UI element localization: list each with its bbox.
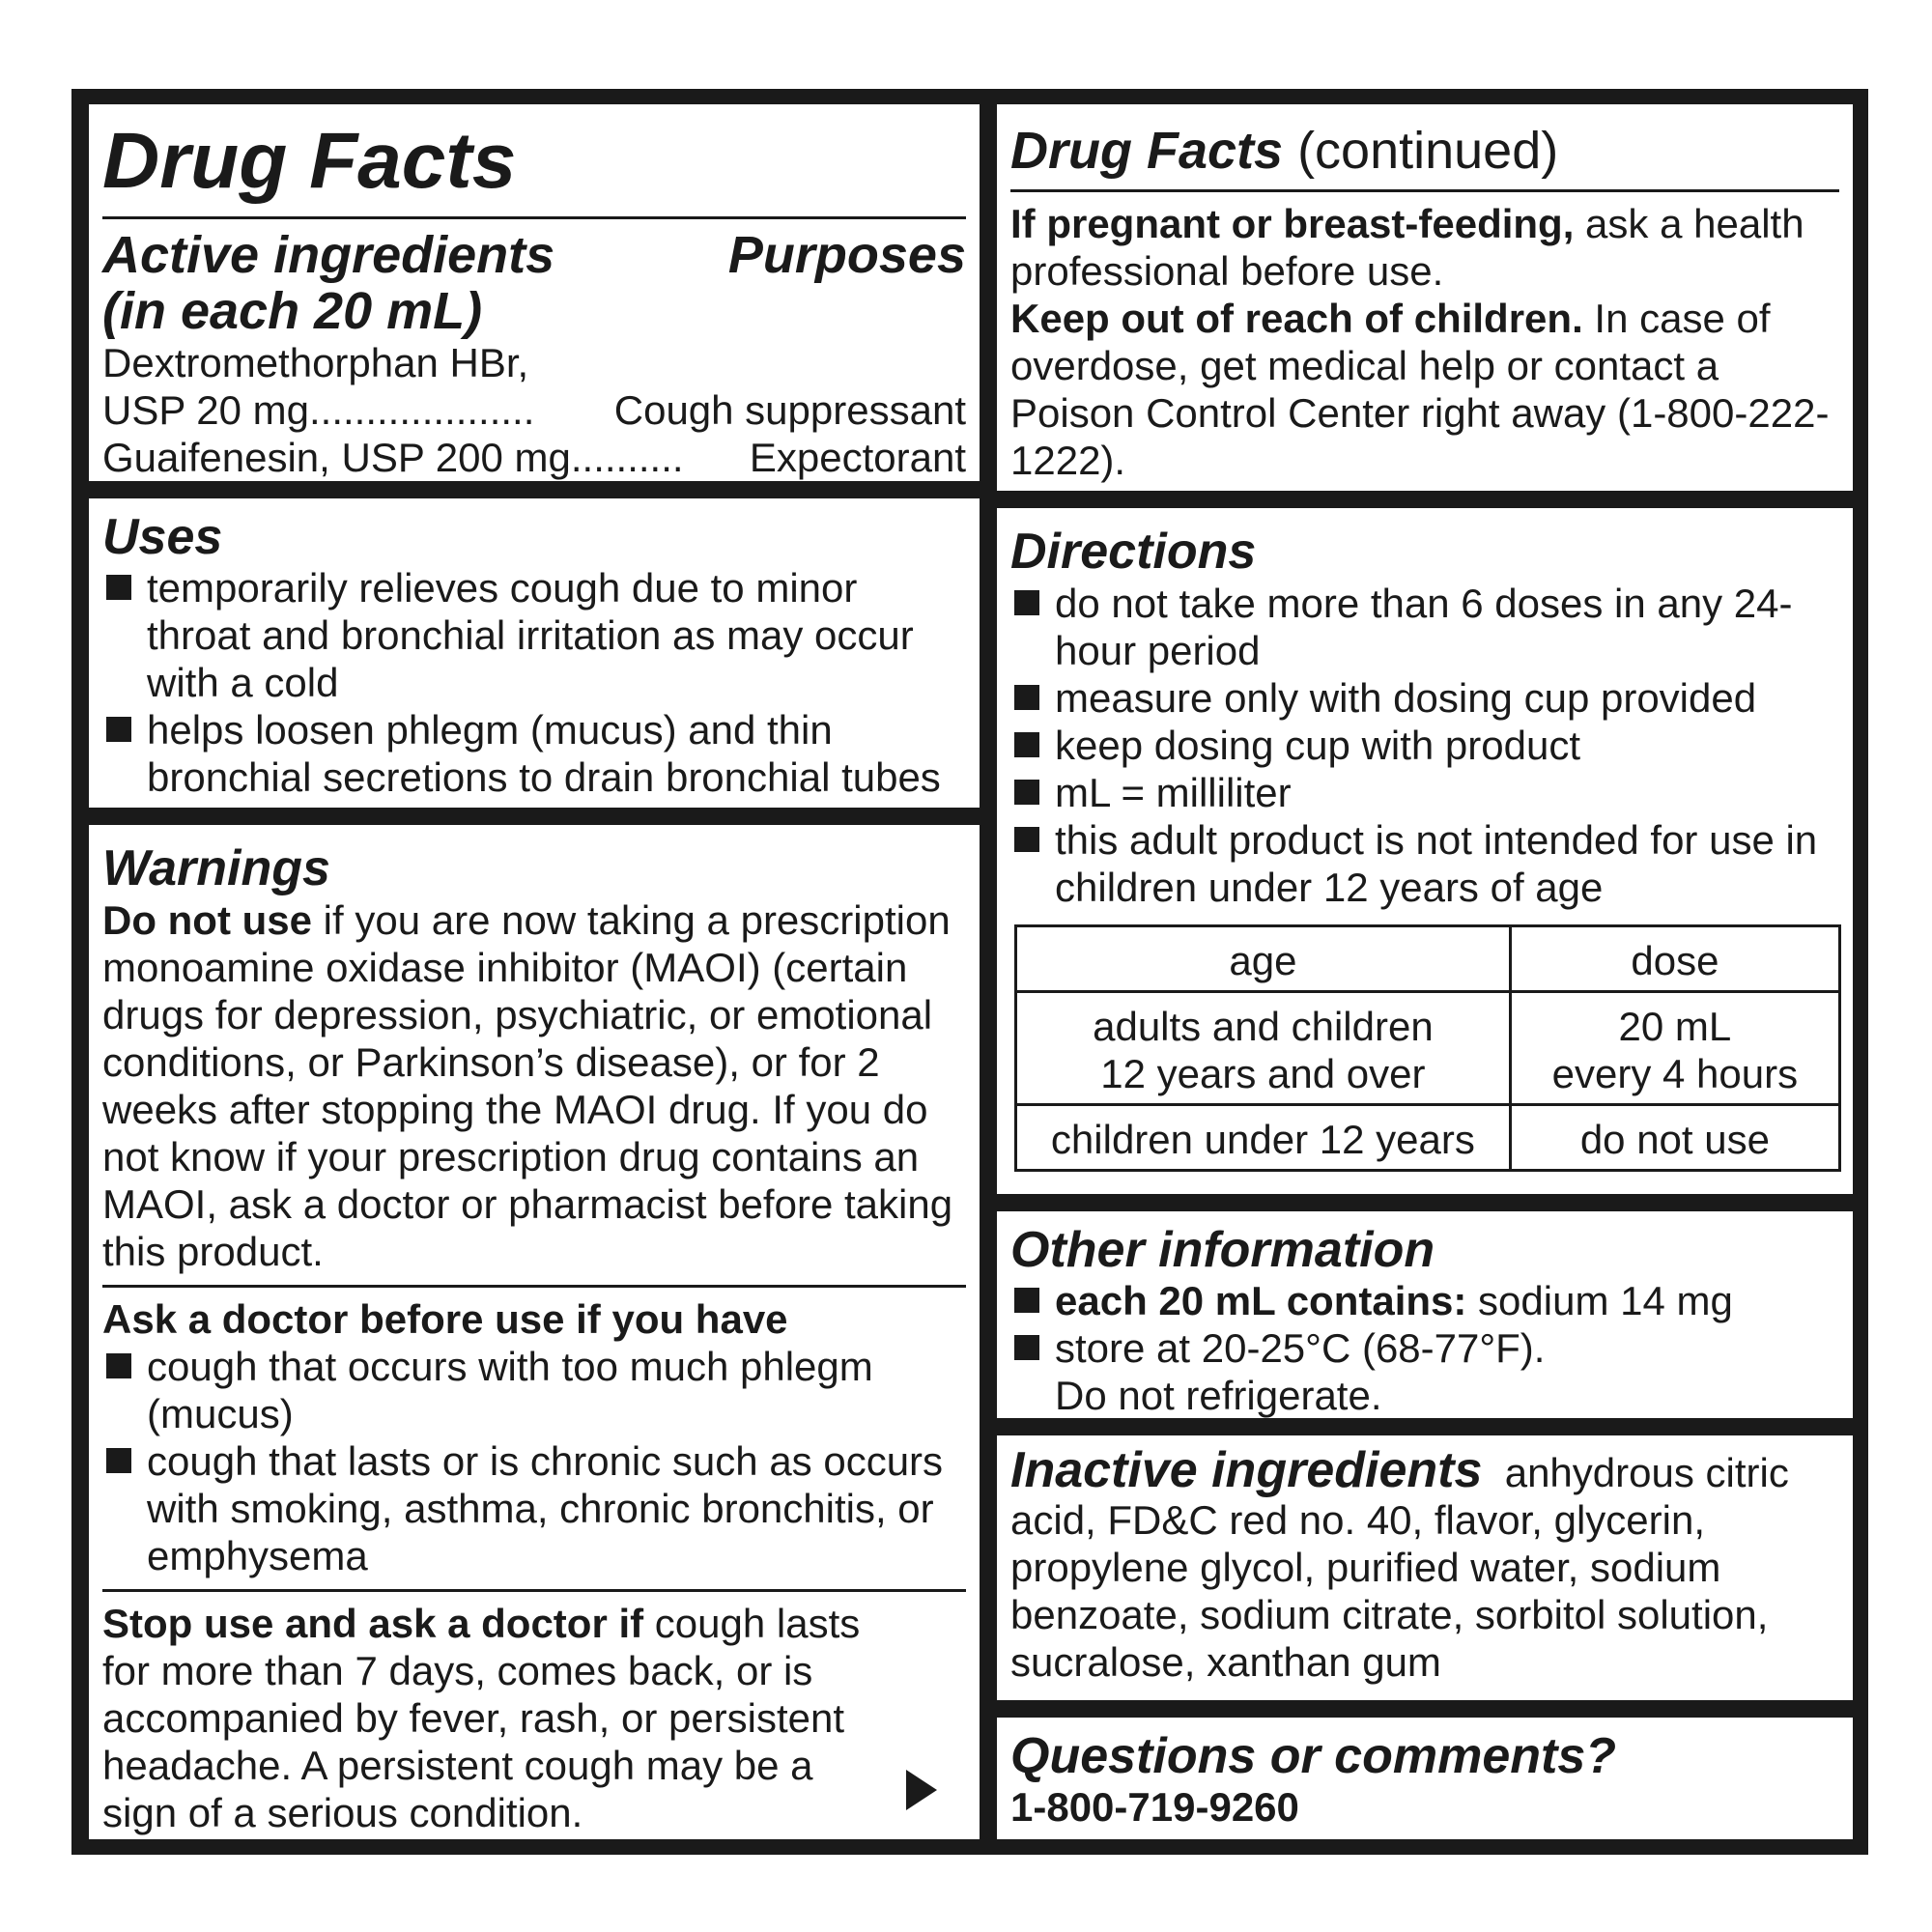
purpose-expectorant: Expectorant: [749, 435, 966, 480]
bullet-square-icon: [106, 1448, 131, 1473]
list-item: this adult product is not intended for use in children under 12 years of age: [1010, 816, 1839, 911]
list-item: cough that lasts or is chronic such as occurs with smoking, asthma, chronic bronchitis, or emphysema: [102, 1437, 966, 1579]
list-item: cough that occurs with too much phlegm (mucus): [102, 1343, 966, 1437]
section-rule: [102, 1285, 966, 1288]
bullet-square-icon: [1014, 732, 1039, 757]
title-rule: [1010, 189, 1839, 192]
ingredient-line-1: Dextromethorphan HBr,: [102, 340, 529, 385]
list-item: keep dosing cup with product: [1010, 722, 1839, 769]
list-item: helps loosen phlegm (mucus) and thin bronchial secretions to drain bronchial tubes: [102, 706, 966, 801]
list-item: temporarily relieves cough due to minor throat and bronchial irritation as may occur with a cold: [102, 564, 966, 706]
uses-panel: [89, 498, 980, 808]
uses-heading: Uses: [102, 509, 223, 565]
stop-use-paragraph: Stop use and ask a doctor if cough lasts for more than 7 days, comes back, or is accompanied by fever, rash, or persistent headache. A persistent cough may be a sign of a serious condition.: [102, 1601, 861, 1835]
continued-title: Drug Facts (continued): [1010, 122, 1559, 180]
bullet-square-icon: [106, 1353, 131, 1378]
bullet-square-icon: [106, 575, 131, 600]
directions-heading: Directions: [1010, 524, 1257, 580]
bullet-square-icon: [1014, 1288, 1039, 1313]
bullet-square-icon: [1014, 1335, 1039, 1360]
table-header-age: age: [1016, 926, 1511, 992]
inactive-ingredients-paragraph: Inactive ingredients anhydrous citric acid, FD&C red no. 40, flavor, glycerin, propylene glycol, purified water, sodium benzoate, sodium citrate, sorbitol solution, sucralose, xanthan gum: [1010, 1442, 1789, 1685]
title-rule: [102, 216, 966, 219]
table-cell-age: adults and children 12 years and over: [1016, 992, 1511, 1105]
list-item: measure only with dosing cup provided: [1010, 674, 1839, 722]
list-item: mL = milliliter: [1010, 769, 1839, 816]
do-not-use-paragraph: Do not use if you are now taking a prescription monoamine oxidase inhibitor (MAOI) (certain drugs for depression, psychiatric, or emotional conditions, or Parkinson’s disease), or for 2 weeks after stopping the MAOI drug. If you do not know if your prescription drug contains an MAOI, ask a doctor or pharmacist before taking this product.: [102, 897, 953, 1274]
other-information-panel: [997, 1211, 1853, 1418]
ingredient-line-3: [102, 434, 966, 481]
active-ingredients-subheading: (in each 20 mL): [102, 282, 483, 340]
questions-panel: [997, 1718, 1853, 1839]
table-cell-age: children under 12 years: [1016, 1105, 1511, 1171]
ingredient-line-2: [102, 386, 966, 434]
dosage-table: [1014, 924, 1841, 1172]
bullet-square-icon: [1014, 827, 1039, 852]
ask-doctor-heading: Ask a doctor before use if you have: [102, 1296, 788, 1342]
directions-panel: [997, 508, 1853, 1194]
do-not-use-label: Do not use: [102, 897, 312, 943]
active-ingredients-heading: Active ingredients: [102, 226, 555, 284]
questions-phone: 1-800-719-9260: [1010, 1784, 1299, 1830]
leader-dots: ..........: [570, 435, 684, 480]
warnings-heading: Warnings: [102, 840, 330, 896]
right-triangle-arrow-icon: [906, 1770, 937, 1810]
leader-dots: ....................: [309, 387, 535, 433]
keep-out-paragraph: Keep out of reach of children. In case of overdose, get medical help or contact a Poison Control Center right away (1-800-222-1222).: [1010, 296, 1830, 483]
ingredient-guaifenesin: Guaifenesin, USP 200 mg: [102, 435, 571, 480]
table-row: [1016, 926, 1840, 992]
bullet-square-icon: [1014, 685, 1039, 710]
other-information-heading: Other information: [1010, 1222, 1435, 1278]
purposes-heading: Purposes: [727, 226, 966, 284]
inactive-ingredients-panel: [997, 1435, 1853, 1700]
active-ingredients-panel: [89, 104, 980, 481]
list-item: each 20 mL contains: sodium 14 mg: [1010, 1277, 1839, 1324]
continued-panel: [997, 104, 1853, 491]
purpose-cough-suppressant: Cough suppressant: [613, 387, 966, 433]
stop-use-label: Stop use and ask a doctor if: [102, 1601, 644, 1646]
bullet-square-icon: [1014, 780, 1039, 805]
table-row: [1016, 992, 1840, 1105]
pregnant-paragraph: If pregnant or breast-feeding, ask a health professional before use.: [1010, 201, 1804, 294]
table-row: [1016, 1105, 1840, 1171]
warnings-panel: [89, 825, 980, 1839]
table-cell-dose: do not use: [1510, 1105, 1839, 1171]
inactive-ingredients-heading: Inactive ingredients: [1010, 1442, 1483, 1498]
bullet-square-icon: [1014, 590, 1039, 615]
list-item: store at 20-25°C (68-77°F). Do not refrigerate.: [1010, 1324, 1839, 1418]
bullet-square-icon: [106, 717, 131, 742]
list-item: do not take more than 6 doses in any 24-hour period: [1010, 580, 1839, 674]
table-cell-dose: 20 mL every 4 hours: [1510, 992, 1839, 1105]
main-title: Drug Facts: [102, 117, 517, 205]
section-rule: [102, 1589, 966, 1592]
ingredient-dxm-dose: USP 20 mg: [102, 387, 309, 433]
table-header-dose: dose: [1510, 926, 1839, 992]
questions-heading: Questions or comments?: [1010, 1728, 1616, 1784]
